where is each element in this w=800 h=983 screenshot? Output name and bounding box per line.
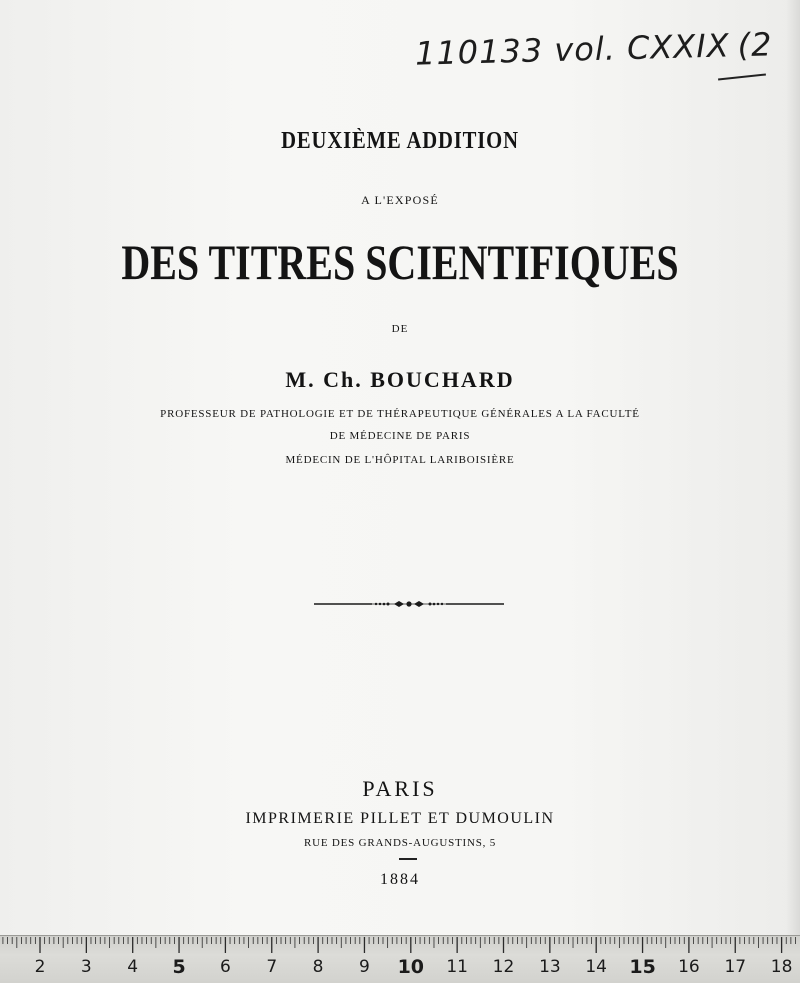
ruler-number: 7 bbox=[266, 957, 278, 977]
handwritten-underline bbox=[718, 73, 766, 80]
imprint-divider bbox=[399, 858, 417, 860]
ruler-number: 9 bbox=[358, 957, 370, 977]
main-title: DES TITRES SCIENTIFIQUES bbox=[121, 234, 679, 290]
imprint-city: PARIS bbox=[362, 776, 438, 801]
ruler-number: 13 bbox=[539, 957, 561, 977]
ruler-number: 12 bbox=[492, 957, 515, 977]
ruler-number: 6 bbox=[219, 957, 231, 977]
call-number-bracket: (2 bbox=[737, 25, 773, 65]
affiliation-line: DE MÉDECINE DE PARIS bbox=[329, 430, 471, 442]
ornamental-rule-icon bbox=[314, 597, 504, 611]
ruler-number: 8 bbox=[312, 957, 324, 977]
measuring-ruler bbox=[0, 935, 800, 983]
ruler-number: 4 bbox=[127, 957, 139, 977]
ruler-number: 16 bbox=[678, 957, 700, 977]
affiliation-line: MÉDECIN DE L'HÔPITAL LARIBOISIÈRE bbox=[285, 454, 515, 466]
ruler-number: 14 bbox=[585, 957, 608, 977]
title-line-2: A L'EXPOSÉ bbox=[361, 193, 439, 207]
handwritten-call-number bbox=[415, 25, 773, 72]
ruler-number: 5 bbox=[172, 956, 186, 978]
ruler-number: 10 bbox=[397, 956, 425, 978]
author-name: M. Ch. BOUCHARD bbox=[285, 367, 515, 392]
title-preposition: DE bbox=[391, 323, 409, 335]
ruler-number: 11 bbox=[446, 957, 469, 977]
imprint-year: 1884 bbox=[380, 871, 420, 888]
ruler-number: 2 bbox=[34, 957, 46, 977]
ruler-number: 17 bbox=[724, 957, 747, 977]
imprint-printer: IMPRIMERIE PILLET ET DUMOULIN bbox=[245, 810, 555, 827]
imprint-address: RUE DES GRANDS-AUGUSTINS, 5 bbox=[303, 837, 497, 849]
title-line-1: DEUXIÈME ADDITION bbox=[281, 128, 519, 154]
ruler-number: 3 bbox=[80, 957, 92, 977]
call-number-text: 110133 vol. CXXIX bbox=[414, 26, 731, 73]
affiliation-line: PROFESSEUR DE PATHOLOGIE ET DE THÉRAPEUTIQUE GÉNÉRALES A LA FACULTÉ bbox=[160, 408, 640, 420]
ruler-number: 15 bbox=[629, 956, 656, 978]
ruler-number: 18 bbox=[770, 957, 793, 977]
